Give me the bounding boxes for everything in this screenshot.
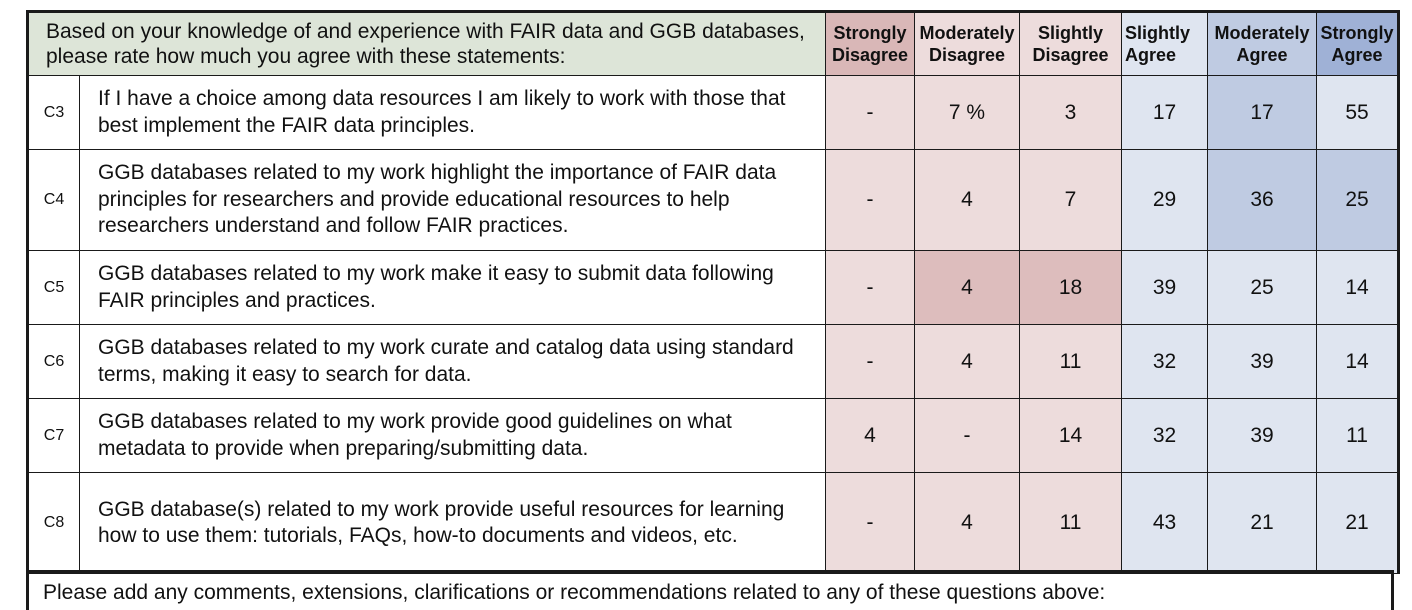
row-statement: GGB databases related to my work highlight the importance of FAIR data principles for researchers and provide educational resources to help researchers understand and follow FAIR practices. [80, 150, 826, 251]
value-cell: 55 [1317, 76, 1399, 150]
value-cell: 32 [1122, 399, 1208, 473]
col-header-line: Moderately [1214, 23, 1310, 43]
col-header-moderately-agree [1208, 12, 1317, 76]
value-cell: - [826, 76, 915, 150]
col-header-line: Disagree [1032, 45, 1109, 65]
value-cell: 32 [1122, 325, 1208, 399]
row-id: C5 [28, 251, 80, 325]
value-cell: 11 [1020, 325, 1122, 399]
row-statement: GGB database(s) related to my work provide useful resources for learning how to use them: tutorials, FAQs, how-to documents and videos, etc. [80, 473, 826, 574]
value-cell: 21 [1208, 473, 1317, 574]
col-header-line: Slightly [1038, 23, 1104, 43]
value-cell: - [915, 399, 1020, 473]
row-statement: GGB databases related to my work provide good guidelines on what metadata to provide when preparing/submitting data. [80, 399, 826, 473]
value-cell: 14 [1020, 399, 1122, 473]
col-header-strongly-agree [1317, 12, 1399, 76]
row-id: C7 [28, 399, 80, 473]
value-cell: 11 [1020, 473, 1122, 574]
row-statement: If I have a choice among data resources I am likely to work with those that best implement the FAIR data principles. [80, 76, 826, 150]
value-cell: - [826, 325, 915, 399]
col-header-line: Moderately [919, 23, 1015, 43]
row-id: C3 [28, 76, 80, 150]
value-cell: - [826, 150, 915, 251]
value-cell: 4 [915, 251, 1020, 325]
header-row [28, 12, 1399, 76]
table-row [28, 76, 1399, 150]
col-header-strongly-disagree [826, 12, 915, 76]
row-id: C8 [28, 473, 80, 574]
row-id: C6 [28, 325, 80, 399]
value-cell: 3 [1020, 76, 1122, 150]
col-header-line: Strongly [833, 23, 907, 43]
survey-table [26, 10, 1400, 574]
comments-prompt: Please add any comments, extensions, clarifications or recommendations related to any of these questions above: [43, 581, 1106, 604]
row-id: C4 [28, 150, 80, 251]
col-header-line: Disagree [831, 45, 909, 65]
value-cell: 4 [826, 399, 915, 473]
col-header-line: Strongly [1320, 23, 1394, 43]
question-header: Based on your knowledge of and experience with FAIR data and GGB databases, please rate how much you agree with these statements: [28, 12, 826, 76]
value-cell: 14 [1317, 251, 1399, 325]
value-cell: 36 [1208, 150, 1317, 251]
value-cell: 21 [1317, 473, 1399, 574]
value-cell: 39 [1122, 251, 1208, 325]
value-cell: 25 [1317, 150, 1399, 251]
value-cell: 17 [1208, 76, 1317, 150]
value-cell: 7 % [915, 76, 1020, 150]
value-cell: 7 [1020, 150, 1122, 251]
value-cell: 39 [1208, 399, 1317, 473]
table-row [28, 325, 1399, 399]
value-cell: - [826, 473, 915, 574]
value-cell: 18 [1020, 251, 1122, 325]
col-header-line: Disagree [928, 45, 1006, 65]
table-row [28, 150, 1399, 251]
row-statement: GGB databases related to my work make it easy to submit data following FAIR principles and practices. [80, 251, 826, 325]
value-cell: 4 [915, 325, 1020, 399]
value-cell: 39 [1208, 325, 1317, 399]
col-header-line: Agree [1331, 45, 1383, 65]
col-header-slightly-agree [1122, 12, 1208, 76]
value-cell: 14 [1317, 325, 1399, 399]
value-cell: - [826, 251, 915, 325]
col-header-moderately-disagree [915, 12, 1020, 76]
value-cell: 11 [1317, 399, 1399, 473]
col-header-line: Agree [1125, 45, 1177, 65]
table-row [28, 399, 1399, 473]
col-header-slightly-disagree [1020, 12, 1122, 76]
value-cell: 29 [1122, 150, 1208, 251]
value-cell: 25 [1208, 251, 1317, 325]
value-cell: 43 [1122, 473, 1208, 574]
value-cell: 4 [915, 150, 1020, 251]
row-statement: GGB databases related to my work curate and catalog data using standard terms, making it easy to search for data. [80, 325, 826, 399]
value-cell: 17 [1122, 76, 1208, 150]
col-header-line: Slightly [1125, 23, 1191, 43]
comments-box [26, 570, 1394, 610]
table-row [28, 473, 1399, 574]
col-header-line: Agree [1236, 45, 1288, 65]
value-cell: 4 [915, 473, 1020, 574]
table-row [28, 251, 1399, 325]
